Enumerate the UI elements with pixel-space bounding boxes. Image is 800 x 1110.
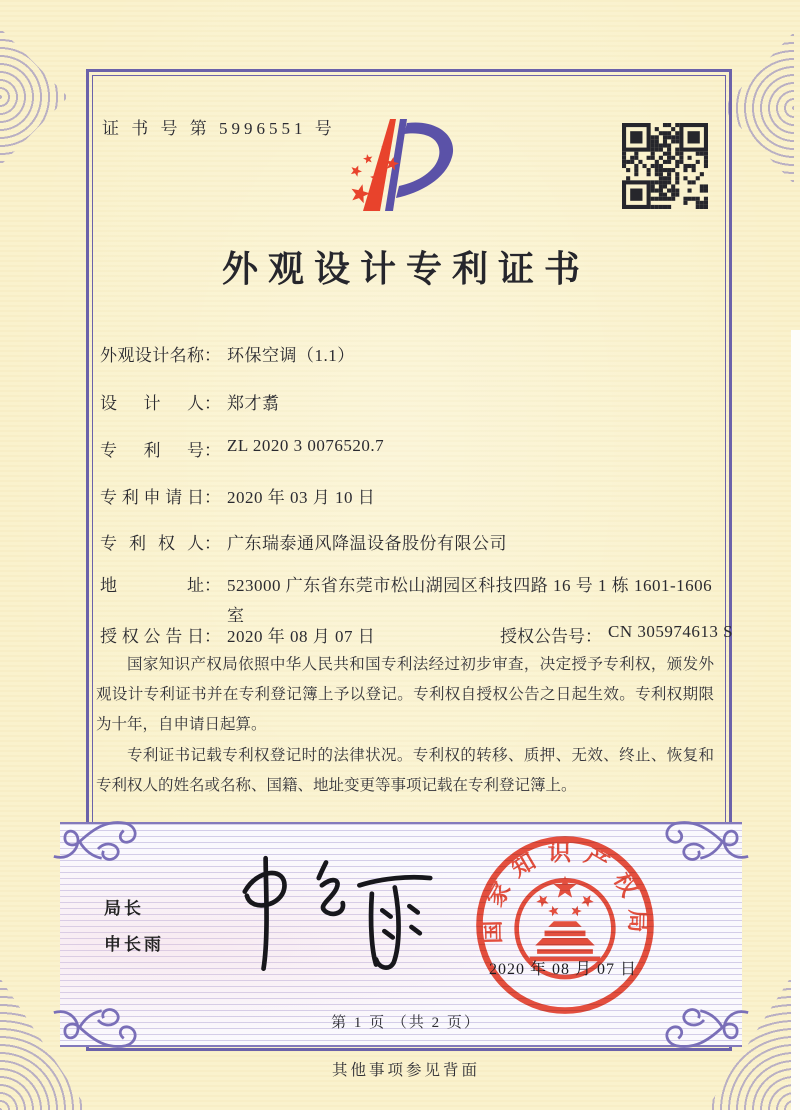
field-colon: ： — [204, 627, 221, 646]
field-value: 广东瑞泰通风降温设备股份有限公司 — [227, 534, 507, 553]
qr-code — [622, 123, 708, 209]
cnipa-logo — [330, 106, 460, 218]
legal-paragraph-2: 专利证书记载专利权登记时的法律状况。专利权的转移、质押、无效、终止、恢复和专利权人的姓名或名称、国籍、地址变更等事项记载在专利登记簿上。 — [96, 746, 714, 794]
field-label: 设计人 — [100, 394, 204, 413]
field-label: 地址 — [100, 576, 204, 595]
field-patentee — [100, 529, 507, 554]
field-colon: ： — [204, 576, 221, 595]
certificate-title: 外观设计专利证书 — [221, 249, 590, 289]
field-label: 专利号 — [100, 441, 204, 460]
legal-text — [96, 650, 714, 801]
back-note: 其他事项参见背面 — [331, 1062, 480, 1079]
certificate-number: 证 书 号 第 5996551 号 — [102, 119, 336, 138]
field-patent-number — [100, 436, 384, 461]
field-value: 郑才翥 — [227, 394, 280, 413]
field-colon: ： — [204, 441, 221, 460]
field-designer — [100, 389, 280, 414]
field-label: 授权公告日 — [100, 627, 204, 646]
field-value: 2020 年 03 月 10 日 — [227, 488, 376, 507]
seal-date: 2020 年 08 月 07 日 — [488, 961, 637, 978]
field-colon: ： — [585, 627, 602, 646]
field-colon: ： — [204, 488, 221, 507]
field-value: 523000 广东省东莞市松山湖园区科技四路 16 号 1 栋 1601-1606 室 — [227, 576, 713, 625]
flourish-ornament — [52, 810, 144, 866]
field-grant-number — [500, 622, 733, 647]
field-value: 环保空调（1.1） — [227, 346, 355, 365]
field-value: ZL 2020 3 0076520.7 — [227, 436, 385, 455]
field-grant-date — [100, 622, 734, 647]
signature — [205, 852, 445, 977]
field-design-name — [100, 341, 355, 366]
officer-title: 局长 — [104, 899, 144, 918]
field-label: 专利权人 — [100, 534, 204, 553]
corner-lace-decoration — [722, 32, 794, 184]
field-value: 2020 年 08 月 07 日 — [227, 627, 376, 646]
field-filing-date — [100, 483, 375, 508]
field-label: 外观设计名称 — [100, 346, 204, 365]
officer-block — [104, 894, 164, 955]
field-colon: ： — [204, 346, 221, 365]
agency-seal — [472, 832, 658, 1018]
field-label: 专利申请日 — [100, 488, 204, 507]
field-label: 授权公告号 — [500, 627, 585, 646]
scan-edge — [791, 330, 800, 1110]
logo-p-bowl — [396, 122, 453, 198]
officer-name: 申长雨 — [104, 935, 164, 954]
field-value: CN 305974613 S — [608, 622, 734, 641]
field-colon: ： — [204, 534, 221, 553]
field-colon: ： — [204, 394, 221, 413]
seal-agency-text: 国家知识产权局 — [479, 839, 651, 944]
legal-paragraph-1: 国家知识产权局依照中华人民共和国专利法经过初步审查，决定授予专利权，颁发外观设计专利证书并在专利登记簿上予以登记。专利权自授权公告之日起生效。专利权期限为十年，自申请日起算。 — [96, 656, 714, 734]
corner-lace-decoration — [0, 28, 68, 166]
page-number: 第 1 页 （共 2 页） — [331, 1015, 481, 1031]
flourish-ornament — [658, 810, 750, 866]
